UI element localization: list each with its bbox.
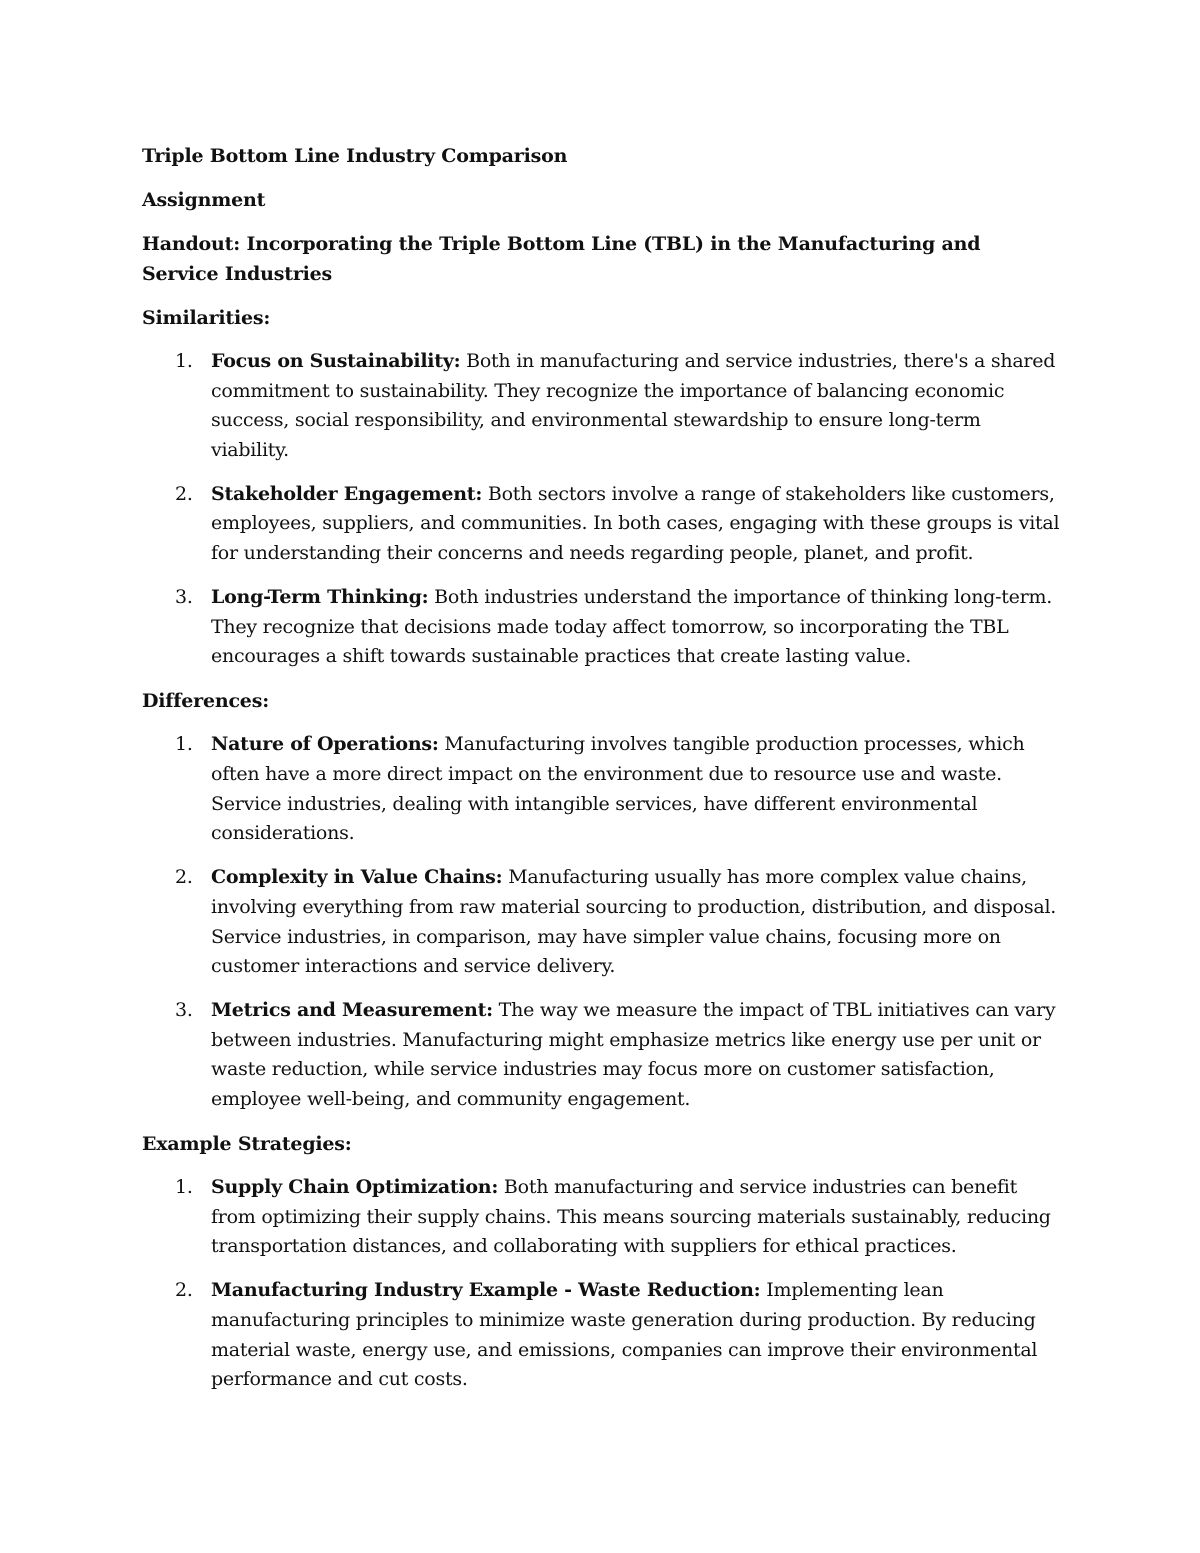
item-label: Nature of Operations: <box>211 733 439 756</box>
item-text: The way we measure the impact of TBL initiatives can vary between industries. Manufacturing might emphasize metrics like energy use per unit or waste reduction, while service industries may focus more on customer satisfaction, employee well-being, and community engagement. <box>211 999 1056 1110</box>
list-number: 1. <box>175 350 193 372</box>
list-item <box>142 1173 1063 1262</box>
list-item <box>142 1276 1063 1394</box>
list-number: 2. <box>175 482 193 505</box>
list-number: 3. <box>175 586 193 609</box>
list-item <box>142 480 1063 569</box>
strategies-heading: Example Strategies: <box>142 1133 352 1156</box>
item-label: Long-Term Thinking: <box>211 586 429 609</box>
item-label: Focus on Sustainability: <box>211 350 461 372</box>
similarities-list <box>142 347 1062 672</box>
document-subtitle: Assignment <box>142 189 266 211</box>
list-item <box>142 863 1063 981</box>
list-number: 1. <box>175 733 193 756</box>
list-item <box>142 996 1063 1114</box>
handout-heading: Handout: Incorporating the Triple Bottom Line (TBL) in the Manufacturing and Service Industries <box>142 233 981 285</box>
document-title: Triple Bottom Line Industry Comparison <box>142 145 568 167</box>
item-text: Manufacturing involves tangible production processes, which often have a more direct impact on the environment due to resource use and waste. Service industries, dealing with intangible services, have different environmental considerations. <box>211 733 1025 845</box>
list-number: 1. <box>175 1176 193 1199</box>
item-text: Both in manufacturing and service industries, there's a shared commitment to sustainability. They recognize the importance of balancing economic success, social responsibility, and environmental stewardship to ensure long-term viability. <box>211 350 1056 461</box>
differences-heading: Differences: <box>142 690 270 713</box>
document-page <box>142 141 1062 1409</box>
item-text: Both manufacturing and service industries can benefit from optimizing their supply chains. This means sourcing materials sustainably, reducing transportation distances, and collaborating with suppliers for ethical practices. <box>211 1176 1051 1258</box>
list-item <box>142 347 1063 465</box>
list-item <box>142 730 1063 848</box>
list-number: 3. <box>175 999 193 1022</box>
list-item <box>142 583 1063 672</box>
item-label: Stakeholder Engagement: <box>211 482 483 505</box>
item-label: Complexity in Value Chains: <box>211 866 503 889</box>
item-text: Manufacturing usually has more complex value chains, involving everything from raw material sourcing to production, distribution, and disposal. Service industries, in comparison, may have simpler value chains, focusing more on customer interactions and service delivery. <box>211 866 1057 978</box>
item-text: Both industries understand the importance of thinking long-term. They recognize that decisions made today affect tomorrow, so incorporating the TBL encourages a shift towards sustainable practices that create lasting value. <box>211 586 1053 668</box>
differences-list <box>142 730 1062 1114</box>
item-label: Manufacturing Industry Example - Waste Reduction: <box>211 1279 761 1302</box>
item-text: Both sectors involve a range of stakeholders like customers, employees, suppliers, and communities. In both cases, engaging with these groups is vital for understanding their concerns and needs regarding people, planet, and profit. <box>211 482 1060 565</box>
list-number: 2. <box>175 866 193 889</box>
strategies-list <box>142 1173 1062 1395</box>
item-label: Supply Chain Optimization: <box>211 1176 499 1199</box>
item-text: Implementing lean manufacturing principles to minimize waste generation during production. By reducing material waste, energy use, and emissions, companies can improve their environmental performance and cut costs. <box>211 1279 1038 1391</box>
item-label: Metrics and Measurement: <box>211 999 493 1022</box>
list-number: 2. <box>175 1279 193 1302</box>
similarities-heading: Similarities: <box>142 307 271 329</box>
